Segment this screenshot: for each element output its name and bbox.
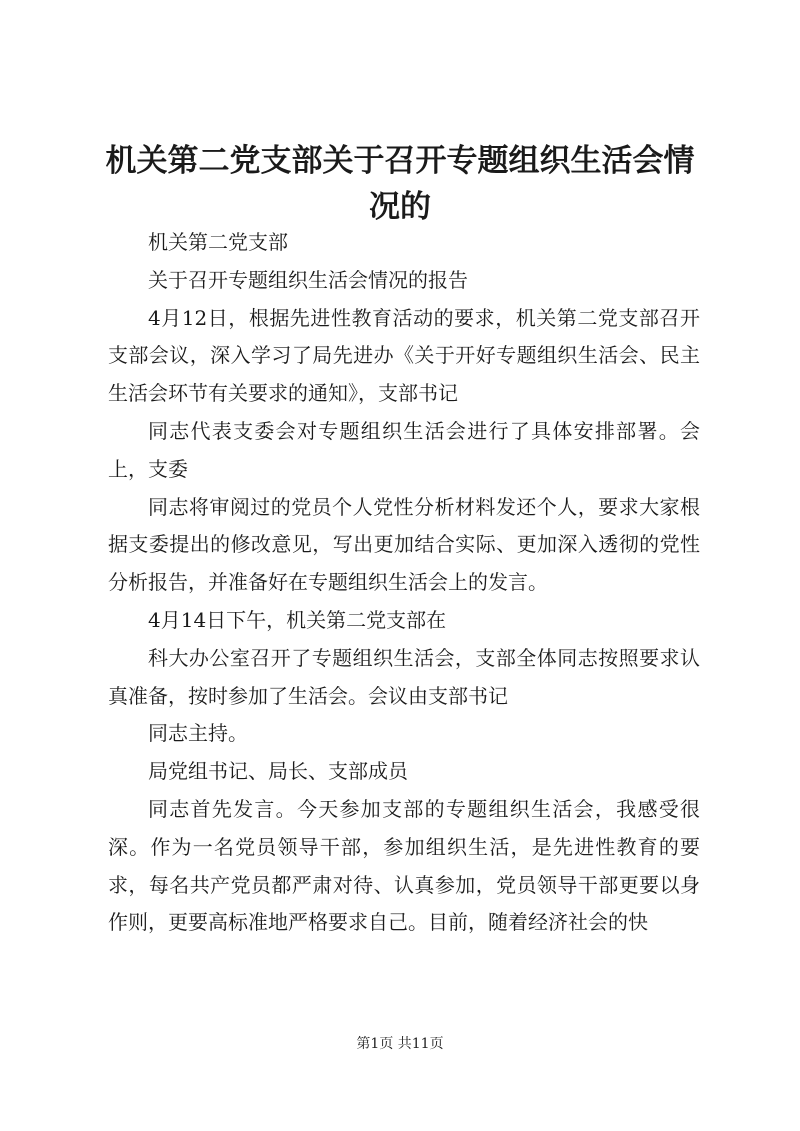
paragraph: 局党组书记、局长、支部成员	[148, 759, 408, 784]
paragraph: 同志代表支委会对专题组织生活会进行了具体安排部署。会上，支委	[108, 418, 700, 481]
paragraph-branch-name: 机关第二党支部	[148, 230, 288, 254]
page-number-footer: 第1页 共11页	[356, 1036, 444, 1052]
paragraph-report-title: 关于召开专题组织生活会情况的报告	[148, 267, 468, 292]
paragraph: 4月14日下午，机关第二党支部在	[148, 607, 447, 632]
paragraph: 同志首先发言。今天参加支部的专题组织生活会，我感受很深。作为一名党员领导干部，参加组织生活，是先进性教育的要求，每名共产党员都严肃对待、认真参加，党员领导干部更要以身作则，更要高标准地严格要求自己。目前，随着经济社会的快	[108, 796, 700, 935]
paragraph: 4月12日，根据先进性教育活动的要求，机关第二党支部召开支部会议，深入学习了局先进办《关于开好专题组织生活会、民主生活会环节有关要求的通知》，支部书记	[108, 305, 700, 406]
paragraph: 科大办公室召开了专题组织生活会，支部全体同志按照要求认真准备，按时参加了生活会。会议由支部书记	[108, 645, 700, 708]
document-body	[108, 224, 700, 942]
paragraph: 同志主持。	[148, 721, 248, 746]
document-title: 机关第二党支部关于召开专题组织生活会情况的	[105, 143, 695, 225]
paragraph: 同志将审阅过的党员个人党性分析材料发还个人，要求大家根据支委提出的修改意见，写出更加结合实际、更加深入透彻的党性分析报告，并准备好在专题组织生活会上的发言。	[108, 494, 700, 595]
